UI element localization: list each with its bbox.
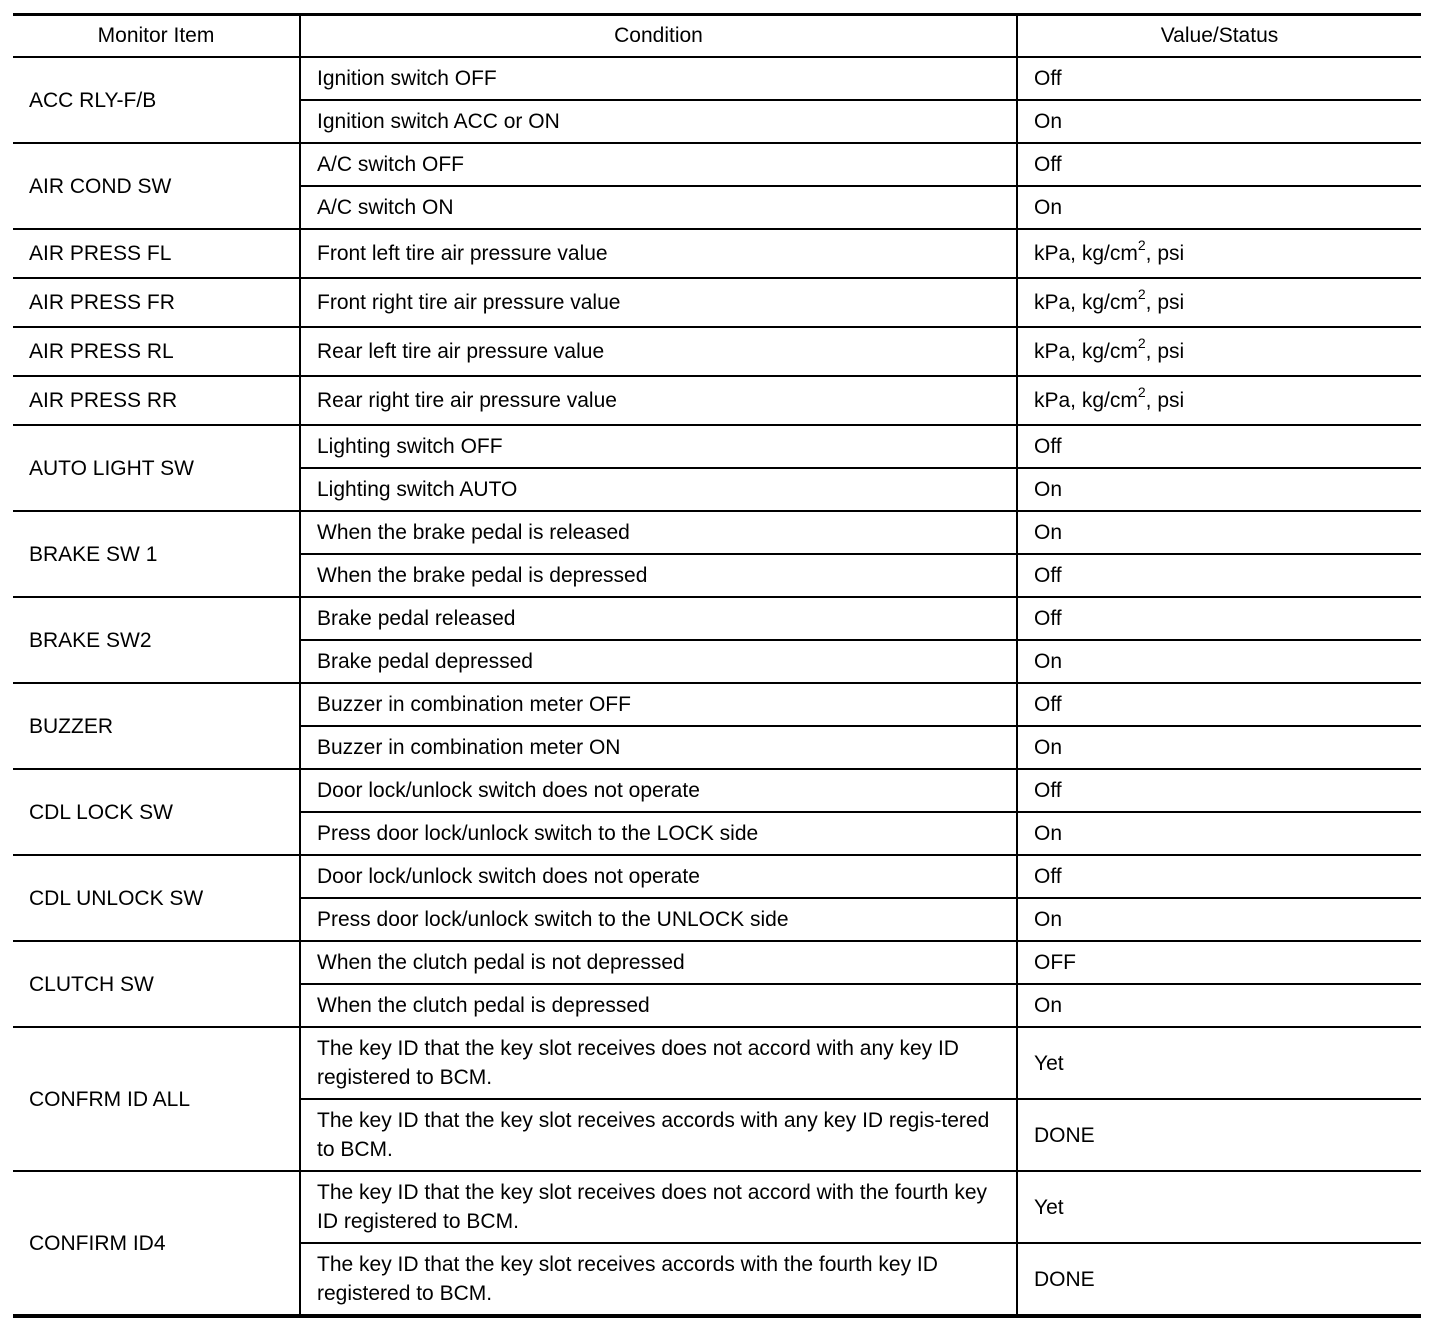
- value-cell: [1017, 376, 1421, 425]
- condition-cell: Buzzer in combination meter OFF: [300, 683, 1017, 726]
- value-superscript: 2: [1137, 335, 1146, 351]
- value-cell: Off: [1017, 855, 1421, 898]
- value-cell: On: [1017, 984, 1421, 1027]
- header-condition: Condition: [300, 15, 1017, 58]
- monitor-item-cell: BRAKE SW2: [13, 597, 300, 683]
- value-text-suffix: , psi: [1145, 242, 1185, 265]
- table-row: [13, 229, 1421, 278]
- value-cell: Off: [1017, 425, 1421, 468]
- value-superscript: 2: [1137, 384, 1146, 400]
- value-cell: Off: [1017, 769, 1421, 812]
- condition-cell: Lighting switch AUTO: [300, 468, 1017, 511]
- monitor-item-cell: BUZZER: [13, 683, 300, 769]
- value-cell: On: [1017, 186, 1421, 229]
- table-row: [13, 376, 1421, 425]
- value-text-suffix: , psi: [1145, 389, 1185, 412]
- value-cell: DONE: [1017, 1243, 1421, 1316]
- value-superscript: 2: [1137, 286, 1146, 302]
- condition-cell: Buzzer in combination meter ON: [300, 726, 1017, 769]
- condition-cell: Rear left tire air pressure value: [300, 327, 1017, 376]
- condition-cell: Ignition switch ACC or ON: [300, 100, 1017, 143]
- table-row: [13, 511, 1421, 554]
- value-cell: On: [1017, 898, 1421, 941]
- table-row: [13, 1171, 1421, 1243]
- value-cell: Off: [1017, 143, 1421, 186]
- monitor-item-cell: AIR PRESS FR: [13, 278, 300, 327]
- monitor-item-cell: BRAKE SW 1: [13, 511, 300, 597]
- condition-cell: Rear right tire air pressure value: [300, 376, 1017, 425]
- condition-cell: Front left tire air pressure value: [300, 229, 1017, 278]
- value-cell: On: [1017, 726, 1421, 769]
- monitor-item-cell: AUTO LIGHT SW: [13, 425, 300, 511]
- header-row: [13, 15, 1421, 58]
- condition-cell: A/C switch OFF: [300, 143, 1017, 186]
- condition-cell: Brake pedal released: [300, 597, 1017, 640]
- value-cell: [1017, 278, 1421, 327]
- value-text-suffix: , psi: [1145, 291, 1185, 314]
- value-cell: [1017, 327, 1421, 376]
- condition-cell: Door lock/unlock switch does not operate: [300, 855, 1017, 898]
- condition-cell: When the brake pedal is released: [300, 511, 1017, 554]
- monitor-item-cell: CONFRM ID ALL: [13, 1027, 300, 1171]
- value-cell: On: [1017, 511, 1421, 554]
- table-row: [13, 769, 1421, 812]
- monitor-item-cell: AIR PRESS RL: [13, 327, 300, 376]
- table-row: [13, 597, 1421, 640]
- condition-cell: Press door lock/unlock switch to the UNLOCK side: [300, 898, 1017, 941]
- value-cell: Off: [1017, 554, 1421, 597]
- value-text: kPa, kg/cm: [1034, 389, 1138, 412]
- monitor-item-cell: AIR COND SW: [13, 143, 300, 229]
- value-cell: On: [1017, 100, 1421, 143]
- header-value-status: Value/Status: [1017, 15, 1421, 58]
- value-text: kPa, kg/cm: [1034, 340, 1138, 363]
- value-text: kPa, kg/cm: [1034, 291, 1138, 314]
- value-cell: Off: [1017, 683, 1421, 726]
- condition-cell: Ignition switch OFF: [300, 57, 1017, 100]
- table-row: [13, 1027, 1421, 1099]
- table-row: [13, 941, 1421, 984]
- table-row: [13, 278, 1421, 327]
- monitor-item-table: [13, 13, 1421, 1318]
- monitor-item-cell: CLUTCH SW: [13, 941, 300, 1027]
- condition-cell: When the clutch pedal is not depressed: [300, 941, 1017, 984]
- condition-cell: The key ID that the key slot receives does not accord with the fourth key ID registered to BCM.: [300, 1171, 1017, 1243]
- value-text-suffix: , psi: [1145, 340, 1185, 363]
- table-row: [13, 425, 1421, 468]
- header-monitor-item: Monitor Item: [13, 15, 300, 58]
- condition-cell: When the brake pedal is depressed: [300, 554, 1017, 597]
- table-row: [13, 327, 1421, 376]
- value-cell: On: [1017, 812, 1421, 855]
- value-cell: Yet: [1017, 1171, 1421, 1243]
- monitor-item-cell: CDL UNLOCK SW: [13, 855, 300, 941]
- monitor-item-cell: AIR PRESS RR: [13, 376, 300, 425]
- value-cell: Off: [1017, 57, 1421, 100]
- value-cell: On: [1017, 640, 1421, 683]
- condition-cell: Lighting switch OFF: [300, 425, 1017, 468]
- condition-cell: Front right tire air pressure value: [300, 278, 1017, 327]
- value-cell: On: [1017, 468, 1421, 511]
- value-cell: DONE: [1017, 1099, 1421, 1171]
- value-cell: [1017, 229, 1421, 278]
- condition-cell: The key ID that the key slot receives does not accord with any key ID registered to BCM.: [300, 1027, 1017, 1099]
- condition-cell: A/C switch ON: [300, 186, 1017, 229]
- value-text: kPa, kg/cm: [1034, 242, 1138, 265]
- condition-cell: Press door lock/unlock switch to the LOCK side: [300, 812, 1017, 855]
- table-row: [13, 855, 1421, 898]
- monitor-item-cell: AIR PRESS FL: [13, 229, 300, 278]
- value-cell: Off: [1017, 597, 1421, 640]
- table-row: [13, 57, 1421, 100]
- condition-cell: When the clutch pedal is depressed: [300, 984, 1017, 1027]
- value-cell: Yet: [1017, 1027, 1421, 1099]
- monitor-item-cell: ACC RLY-F/B: [13, 57, 300, 143]
- condition-cell: The key ID that the key slot receives accords with any key ID regis-tered to BCM.: [300, 1099, 1017, 1171]
- value-superscript: 2: [1137, 237, 1146, 253]
- monitor-item-cell: CDL LOCK SW: [13, 769, 300, 855]
- condition-cell: Brake pedal depressed: [300, 640, 1017, 683]
- value-cell: OFF: [1017, 941, 1421, 984]
- table-row: [13, 683, 1421, 726]
- condition-cell: The key ID that the key slot receives accords with the fourth key ID registered to BCM.: [300, 1243, 1017, 1316]
- table-row: [13, 143, 1421, 186]
- condition-cell: Door lock/unlock switch does not operate: [300, 769, 1017, 812]
- monitor-item-cell: CONFIRM ID4: [13, 1171, 300, 1316]
